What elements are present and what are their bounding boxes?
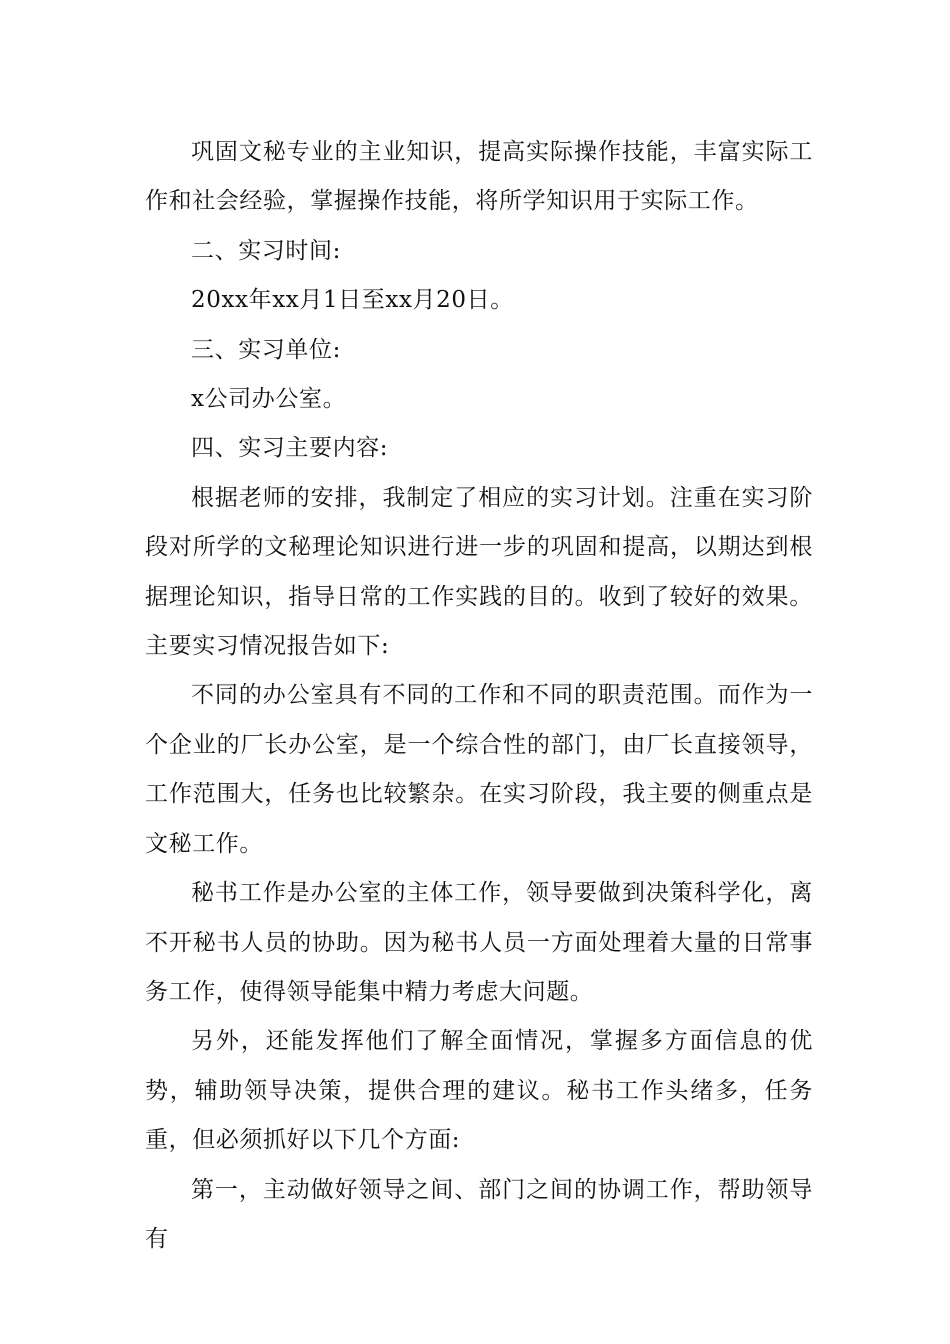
document-body <box>145 128 813 1264</box>
paragraph-first-point: 第一，主动做好领导之间、部门之间的协调工作，帮助领导有 <box>145 1176 813 1252</box>
paragraph-internship-dates: 20xx年xx月1日至xx月20日。 <box>191 287 514 314</box>
paragraph-additional-role: 另外，还能发挥他们了解全面情况，掌握多方面信息的优势，辅助领导决策，提供合理的建议。秘书工作头绪多，任务重，但必须抓好以下几个方面: <box>145 1028 813 1154</box>
heading-internship-content: 四、实习主要内容: <box>191 435 389 462</box>
paragraph-purpose: 巩固文秘专业的主业知识，提高实际操作技能，丰富实际工作和社会经验，掌握操作技能，将所学知识用于实际工作。 <box>145 139 813 215</box>
paragraph-secretary-work: 秘书工作是办公室的主体工作，领导要做到决策科学化，离不开秘书人员的协助。因为秘书人员一方面处理着大量的日常事务工作，使得领导能集中精力考虑大问题。 <box>145 880 813 1005</box>
heading-internship-time: 二、实习时间: <box>191 237 341 264</box>
paragraph-office-scope: 不同的办公室具有不同的工作和不同的职责范围。而作为一个企业的厂长办公室，是一个综合性的部门，由厂长直接领导，工作范围大，任务也比较繁杂。在实习阶段，我主要的侧重点是文秘工作。 <box>145 682 813 857</box>
heading-internship-unit: 三、实习单位: <box>191 336 341 363</box>
paragraph-internship-unit: x公司办公室。 <box>191 386 347 413</box>
paragraph-internship-plan: 根据老师的安排，我制定了相应的实习计划。注重在实习阶段对所学的文秘理论知识进行进一步的巩固和提高，以期达到根据理论知识，指导日常的工作实践的目的。收到了较好的效果。主要实习情况报告如下: <box>145 484 813 660</box>
